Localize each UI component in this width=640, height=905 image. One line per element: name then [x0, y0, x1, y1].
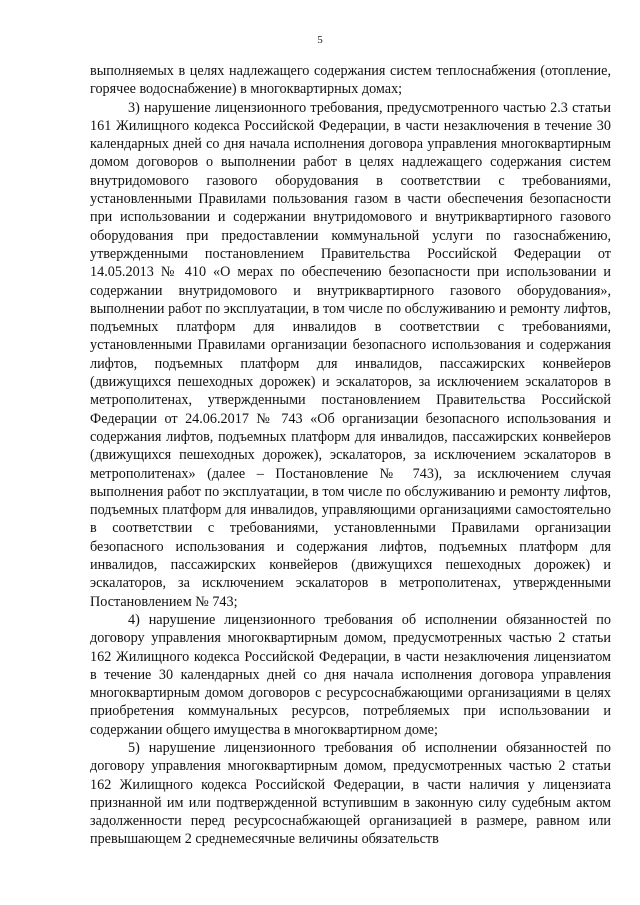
paragraph-item-4: 4) нарушение лицензионного требования об исполнении обязанностей по договору управления многоквартирным домом, предусмотренных частью 2 статьи 162 Жилищного кодекса Российской Федерации, в части незаключения лицензиатом в течение 30 календарных дней со дня начала исполнения договора управления многоквартирным домом договоров с ресурсоснабжающими организациями в целях приобретения коммунальных ресурсов, потребляемых при использовании и содержании общего имущества в многоквартирном доме; — [90, 611, 611, 738]
paragraph-continuation: выполняемых в целях надлежащего содержания систем теплоснабжения (отопление, горячее водоснабжение) в многоквартирных домах; — [90, 63, 611, 98]
paragraph-item-3: 3) нарушение лицензионного требования, предусмотренного частью 2.3 статьи 161 Жилищного кодекса Российской Федерации, в части незаключения в течение 30 календарных дней со дня начала исполнения договора управления многоквартирным домом договоров о выполнении работ в целях надлежащего содержания систем внутридомового газового оборудования в соответствии с требованиями, установленными Правилами пользования газом в части обеспечения безопасности при использовании и содержании внутридомового и внутриквартирного газового оборудования при предоставлении коммунальной услуги по газоснабжению, утвержденными постановлением Правительства Российской Федерации от 14.05.2013 № 410 «О мерах по обеспечению безопасности при использовании и содержании внутридомового и внутриквартирного газового оборудования», выполнении работ по эксплуатации, в том числе по обслуживанию и ремонту лифтов, подъемных платформ для инвалидов в соответствии с требованиями, установленными Правилами организации безопасного использования и содержания лифтов, подъемных платформ для инвалидов, пассажирских конвейеров (движущихся пешеходных дорожек) и эскалаторов, за исключением эскалаторов в метрополитенах, утвержденными постановлением Правительства Российской Федерации от 24.06.2017 № 743 «Об организации безопасного использования и содержания лифтов, подъемных платформ для инвалидов, пассажирских конвейеров (движущихся пешеходных дорожек), эскалаторов, за исключением эскалаторов в метрополитенах» (далее – Постановление № 743), за исключением случая выполнения работ по эксплуатации, в том числе по обслуживанию и ремонту лифтов, подъемных платформ для инвалидов, управляющими организациями самостоятельно в соответствии с требованиями, установленными Правилами организации безопасного использования и содержания лифтов, подъемных платформ для инвалидов, пассажирских конвейеров (движущихся пешеходных дорожек) и эскалаторов, за исключением эскалаторов в метрополитенах, утвержденными Постановлением № 743; — [90, 99, 611, 610]
paragraph-item-5: 5) нарушение лицензионного требования об исполнении обязанностей по договору управления многоквартирным домом, предусмотренных частью 2 статьи 162 Жилищного кодекса Российской Федерации, в части наличия у лицензиата признанной им или подтвержденной вступившим в законную силу судебным актом задолженности перед ресурсоснабжающей организацией в размере, равном или превышающем 2 среднемесячные величины обязательств — [90, 739, 611, 848]
page-number: 5 — [317, 34, 323, 46]
document-body — [90, 62, 611, 849]
